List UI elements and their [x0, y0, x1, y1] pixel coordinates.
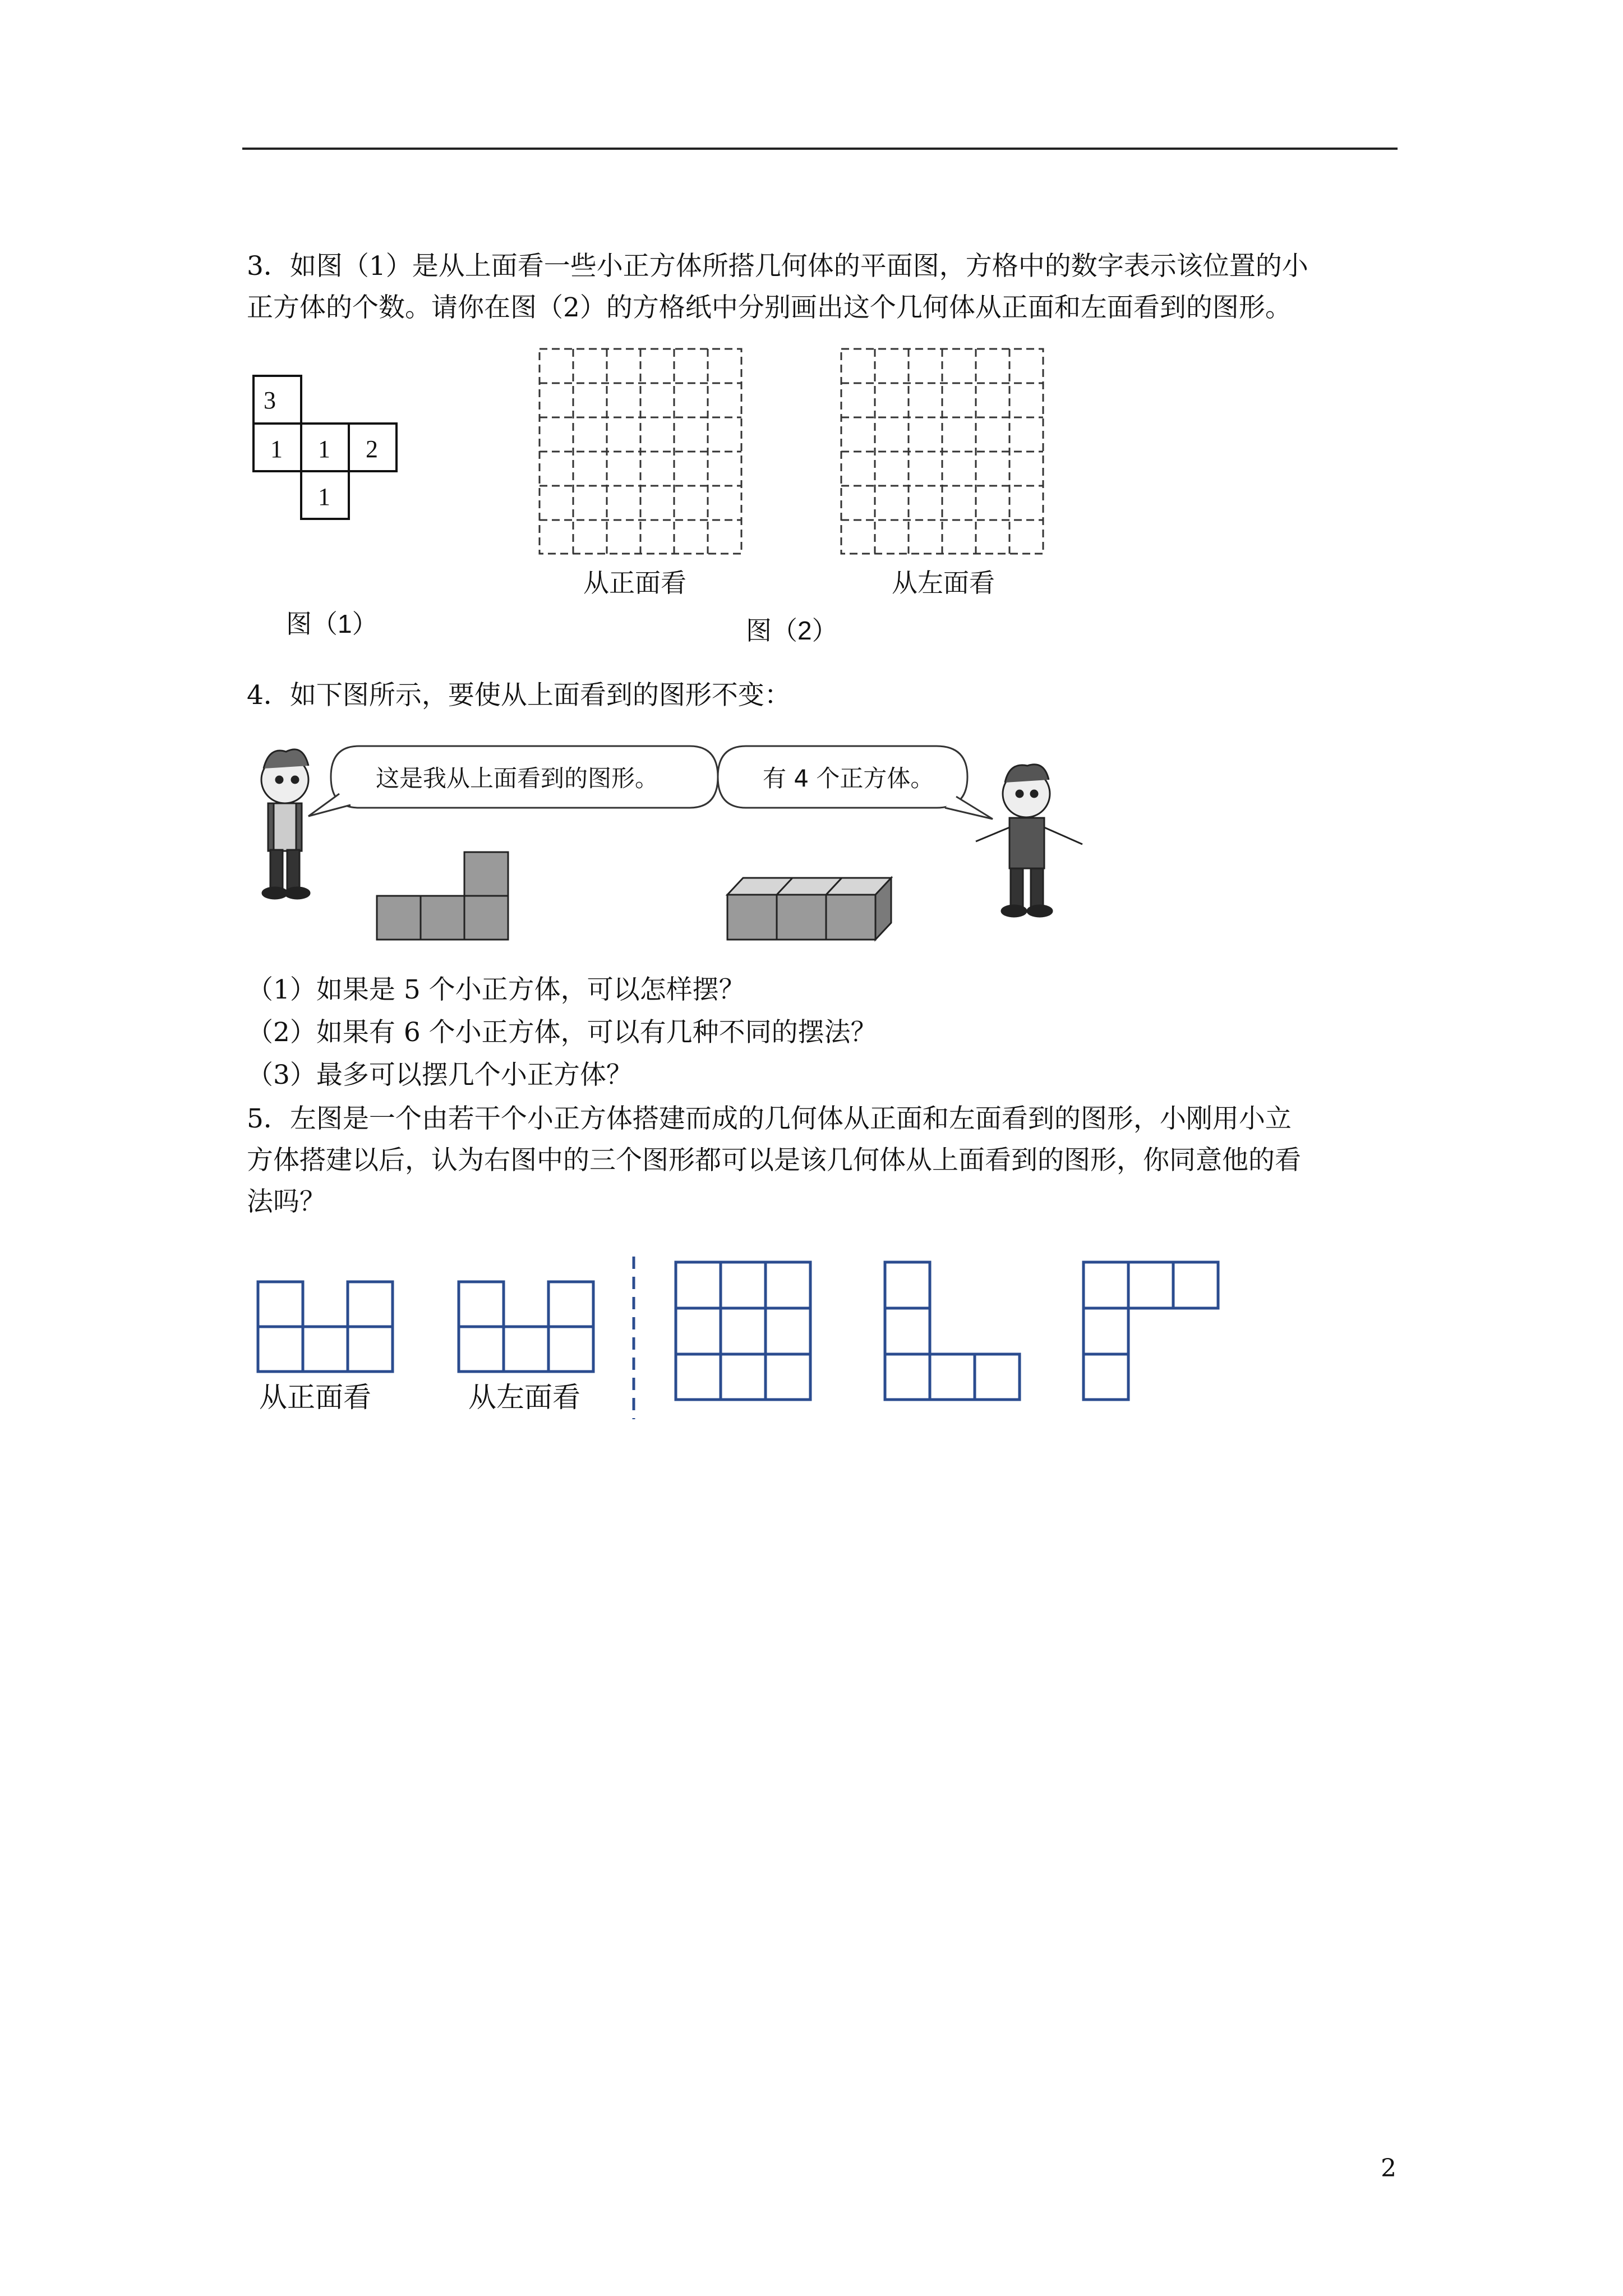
grid-left-label: 从左面看 [892, 568, 995, 597]
cube-stack-3d [727, 878, 891, 940]
page-number: 2 [1381, 2154, 1396, 2183]
top-view-option-c [1083, 1262, 1218, 1400]
plan-cell-value: 1 [318, 483, 330, 510]
front-view-label: 从正面看 [259, 1382, 371, 1413]
top-view-option-b [885, 1262, 1020, 1400]
bubble-right-text: 有 4 个正方体。 [763, 765, 934, 792]
q4-text [247, 675, 1396, 716]
q4-line1: 4．如下图所示，要使从上面看到的图形不变： [247, 680, 791, 711]
boy-right-illustration [976, 765, 1082, 917]
bubble-left-text: 这是我从上面看到的图形。 [376, 765, 659, 792]
q4-illustration [247, 735, 1110, 954]
q3-text [247, 246, 1396, 329]
q5-line2: 方体搭建以后，认为右图中的三个图形都可以是该几何体从上面看到的图形，你同意他的看 [247, 1145, 1301, 1176]
speech-bubble-right [718, 746, 993, 819]
plan-cell-value: 3 [264, 386, 276, 414]
q5-text [247, 1098, 1396, 1223]
top-view-option-a [676, 1262, 810, 1400]
fig2-caption: 图（2） [746, 616, 838, 645]
left-view-shape [459, 1282, 593, 1372]
plan-cell-value: 1 [318, 435, 330, 463]
q4-sub1: （1）如果是 5 个小正方体，可以怎样摆？ [247, 974, 745, 1005]
q5-line1: 5．左图是一个由若干个小正方体搭建而成的几何体从正面和左面看到的图形，小刚用小立 [247, 1103, 1292, 1134]
left-view-label: 从左面看 [468, 1382, 580, 1413]
boy-left-illustration [261, 749, 310, 899]
q3-grid-figure [527, 342, 1060, 656]
q3-line2: 正方体的个数。请你在图（2）的方格纸中分别画出这个几何体从正面和左面看到的图形。 [247, 292, 1292, 323]
grid-front-label: 从正面看 [583, 568, 686, 597]
plan-cell-value: 1 [270, 435, 283, 463]
q3-plan-view-figure [241, 365, 426, 656]
dashed-grid-left [841, 349, 1043, 554]
front-view-shape [258, 1282, 393, 1372]
top-view-shape [377, 852, 508, 940]
q5-figure [241, 1248, 1251, 1433]
dashed-grid-front [540, 349, 741, 554]
q4-sub2: （2）如果有 6 个小正方体，可以有几种不同的摆法？ [247, 1017, 877, 1048]
plan-cell-value: 2 [366, 435, 378, 463]
speech-bubble-left [308, 746, 718, 816]
q3-line1: 3．如图（1）是从上面看一些小正方体所搭几何体的平面图，方格中的数字表示该位置的小 [247, 251, 1308, 282]
q5-line3: 法吗？ [247, 1186, 326, 1217]
q4-sub3: （3）最多可以摆几个小正方体？ [247, 1060, 633, 1091]
fig1-caption: 图（1） [286, 609, 378, 638]
header-rule [242, 148, 1398, 150]
